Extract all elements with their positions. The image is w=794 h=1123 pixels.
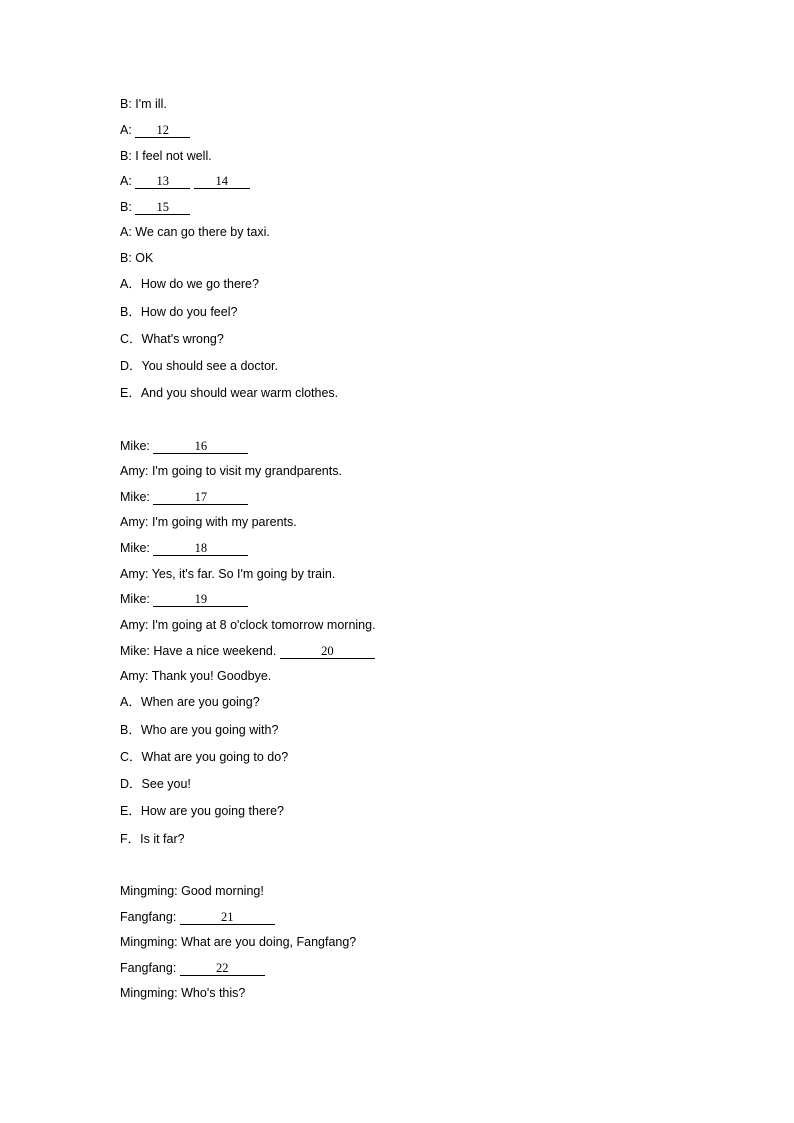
dialogue-line-amy-parents: Amy: I'm going with my parents. bbox=[120, 515, 297, 529]
option-item: A．When are you going? bbox=[120, 695, 260, 709]
speaker-prefix: Mike: bbox=[120, 439, 150, 453]
option-item: A．How do we go there? bbox=[120, 277, 259, 291]
speaker-prefix: A: bbox=[120, 123, 132, 137]
option-item: F．Is it far? bbox=[120, 832, 185, 846]
dialogue-line-a-taxi: A: We can go there by taxi. bbox=[120, 225, 270, 239]
answer-blank-18[interactable]: 18 bbox=[153, 541, 248, 556]
option-item: B．Who are you going with? bbox=[120, 723, 279, 737]
option-item: E．How are you going there? bbox=[120, 804, 284, 818]
answer-blank-19[interactable]: 19 bbox=[153, 592, 248, 607]
answer-blank-12[interactable]: 12 bbox=[135, 123, 190, 138]
speaker-prefix: Fangfang: bbox=[120, 910, 177, 924]
speaker-prefix: Mike: bbox=[120, 490, 150, 504]
dialogue-line-mingming-morning: Mingming: Good morning! bbox=[120, 884, 264, 898]
speaker-prefix: Mike: bbox=[120, 541, 150, 555]
dialogue-line-fangfang-21 bbox=[120, 909, 275, 925]
option-item: C．What's wrong? bbox=[120, 332, 224, 346]
dialogue-line-a-13-14 bbox=[120, 173, 250, 189]
answer-blank-14[interactable]: 14 bbox=[194, 174, 250, 189]
dialogue-line-mingming-who: Mingming: Who's this? bbox=[120, 986, 246, 1000]
dialogue-line-amy-time: Amy: I'm going at 8 o'clock tomorrow morning. bbox=[120, 618, 376, 632]
option-item: B．How do you feel? bbox=[120, 305, 238, 319]
dialogue-text: Mike: Have a nice weekend. bbox=[120, 644, 277, 658]
answer-blank-17[interactable]: 17 bbox=[153, 490, 248, 505]
answer-blank-21[interactable]: 21 bbox=[180, 910, 275, 925]
dialogue-line-b-15 bbox=[120, 199, 190, 215]
dialogue-line-mike-18 bbox=[120, 540, 248, 556]
answer-blank-20[interactable]: 20 bbox=[280, 644, 375, 659]
option-item: C．What are you going to do? bbox=[120, 750, 289, 764]
option-item: D．See you! bbox=[120, 777, 191, 791]
dialogue-line-mike-19 bbox=[120, 591, 248, 607]
dialogue-line-amy-thanks: Amy: Thank you! Goodbye. bbox=[120, 669, 272, 683]
answer-blank-22[interactable]: 22 bbox=[180, 961, 265, 976]
speaker-prefix: Fangfang: bbox=[120, 961, 177, 975]
dialogue-line-amy-grandparents: Amy: I'm going to visit my grandparents. bbox=[120, 464, 342, 478]
speaker-prefix: B: bbox=[120, 200, 132, 214]
dialogue-line-b-ok: B: OK bbox=[120, 251, 154, 265]
dialogue-line-mingming-doing: Mingming: What are you doing, Fangfang? bbox=[120, 935, 357, 949]
dialogue-line-amy-train: Amy: Yes, it's far. So I'm going by train. bbox=[120, 567, 336, 581]
answer-blank-16[interactable]: 16 bbox=[153, 439, 248, 454]
answer-blank-15[interactable]: 15 bbox=[135, 200, 190, 215]
speaker-prefix: Mike: bbox=[120, 592, 150, 606]
dialogue-line-b-ill: B: I'm ill. bbox=[120, 97, 167, 111]
dialogue-line-mike-16 bbox=[120, 438, 248, 454]
dialogue-line-mike-20 bbox=[120, 643, 375, 659]
option-item: E．And you should wear warm clothes. bbox=[120, 386, 339, 400]
speaker-prefix: A: bbox=[120, 174, 132, 188]
option-item: D．You should see a doctor. bbox=[120, 359, 278, 373]
dialogue-line-mike-17 bbox=[120, 489, 248, 505]
dialogue-line-fangfang-22 bbox=[120, 960, 265, 976]
answer-blank-13[interactable]: 13 bbox=[135, 174, 190, 189]
dialogue-line-b-notwell: B: I feel not well. bbox=[120, 149, 212, 163]
dialogue-line-a-12 bbox=[120, 122, 190, 138]
